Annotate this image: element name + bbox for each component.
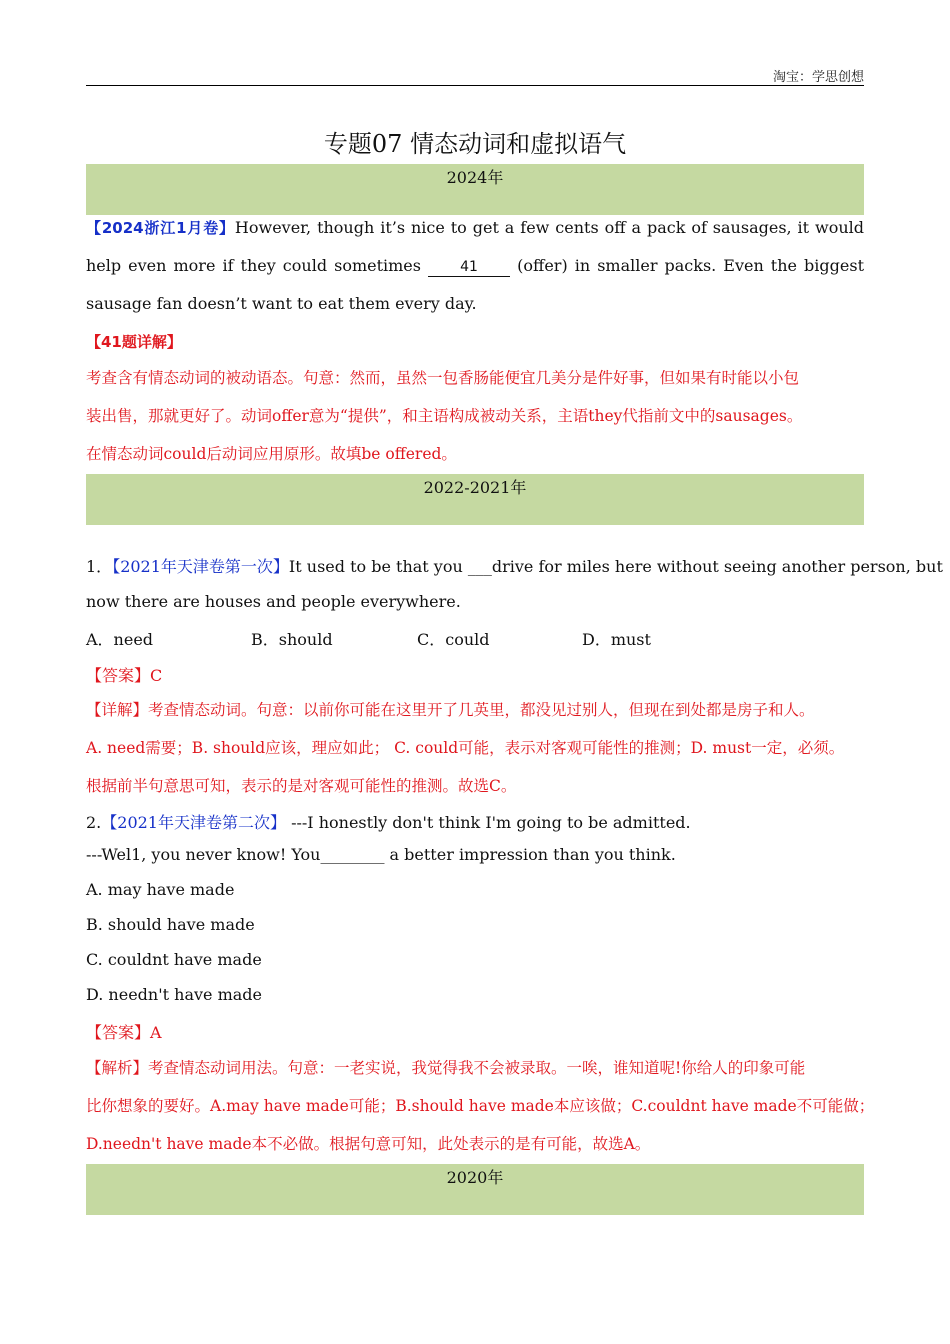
question-2-option-b: B. should have made <box>86 915 255 934</box>
question-1-detail-line-3: 根据前半句意思可知，表示的是对客观可能性的推测。故选C。 <box>86 777 517 795</box>
question-41-text-before: However, though it’s nice to get a few cents off a pack of sausages, it would help even more if they could sometimes <box>86 218 865 275</box>
question-2-detail-line-1: 【解析】考查情态动词用法。句意：一老实说，我觉得我不会被录取。一唉，谁知道呢!你给人的印象可能 <box>86 1059 806 1077</box>
question-41-detail-line-3: 在情态动词could后动词应用原形。故填be offered。 <box>86 445 457 463</box>
question-1-stem-text: It used to be that you ___drive for miles here without seeing another person, but <box>288 557 943 576</box>
question-2-option-c: C. couldnt have made <box>86 950 262 969</box>
section-band-2024 <box>86 164 864 215</box>
question-2-stem-line-2: ---Wel1, you never know! You________ a better impression than you think. <box>86 845 676 864</box>
question-41-detail-line-2: 装出售，那就更好了。动词offer意为“提供”，和主语构成被动关系，主语they代指前文中的sausages。 <box>86 407 803 425</box>
header-divider <box>86 85 864 86</box>
question-41-detail-label: 【41题详解】 <box>86 333 182 351</box>
question-2-stem-text: ---I honestly don't think I'm going to be admitted. <box>286 813 691 832</box>
question-2-answer: 【答案】A <box>86 1023 162 1042</box>
question-1-answer: 【答案】C <box>86 666 163 685</box>
question-2-option-a: A. may have made <box>86 880 235 899</box>
question-2-option-d: D. needn't have made <box>86 985 262 1004</box>
question-2-detail-line-2: 比你想象的要好。A.may have made可能；B.should have made本应该做；C.couldnt have made不可能做； <box>86 1097 875 1115</box>
question-41-stem <box>86 209 864 323</box>
question-1-stem-line-1 <box>86 554 943 577</box>
question-2-detail-line-3: D.needn't have made本不必做。根据句意可知，此处表示的是有可能，故选A。 <box>86 1135 651 1153</box>
question-2-stem-line-1 <box>86 810 691 833</box>
question-1-number: 1． <box>86 557 113 576</box>
question-1-stem-line-2: now there are houses and people everywhere. <box>86 592 461 611</box>
question-41-source: 【2024浙江1月卷】 <box>86 219 235 237</box>
page-title: 专题07 情态动词和虚拟语气 <box>323 130 627 158</box>
question-1-option-b: B．should <box>251 630 333 649</box>
question-2-number: 2. <box>86 813 102 832</box>
section-band-2020 <box>86 1164 864 1215</box>
question-1-option-c: C．could <box>417 630 490 649</box>
question-41-text-after: (offer) in smaller packs. Even the biggest sausage fan doesn’t want to eat them every day. <box>86 256 865 313</box>
section-label-2020: 2020年 <box>446 1168 504 1187</box>
section-label-2022-2021: 2022-2021年 <box>423 478 527 497</box>
question-1-option-d: D．must <box>582 630 651 649</box>
question-2-source: 【2021年天津卷第二次】 <box>101 813 286 832</box>
section-band-2022-2021 <box>86 474 864 525</box>
question-41-blank: 41 <box>428 258 510 277</box>
question-1-option-a: A．need <box>86 630 154 649</box>
page-header: 淘宝：学思创想 <box>772 70 864 85</box>
question-1-detail-line-2: A. need需要；B. should应该，理应如此； C. could可能，表示对客观可能性的推测；D. must一定，必须。 <box>86 739 845 757</box>
question-1-detail-line-1: 【详解】考查情态动词。句意：以前你可能在这里开了几英里，都没见过别人，但现在到处都是房子和人。 <box>86 701 815 719</box>
section-label-2024: 2024年 <box>446 168 504 187</box>
question-1-source: 【2021年天津卷第一次】 <box>112 557 289 576</box>
question-41-detail-line-1: 考查含有情态动词的被动语态。句意：然而，虽然一包香肠能便宜几美分是件好事，但如果有时能以小包 <box>86 369 800 387</box>
